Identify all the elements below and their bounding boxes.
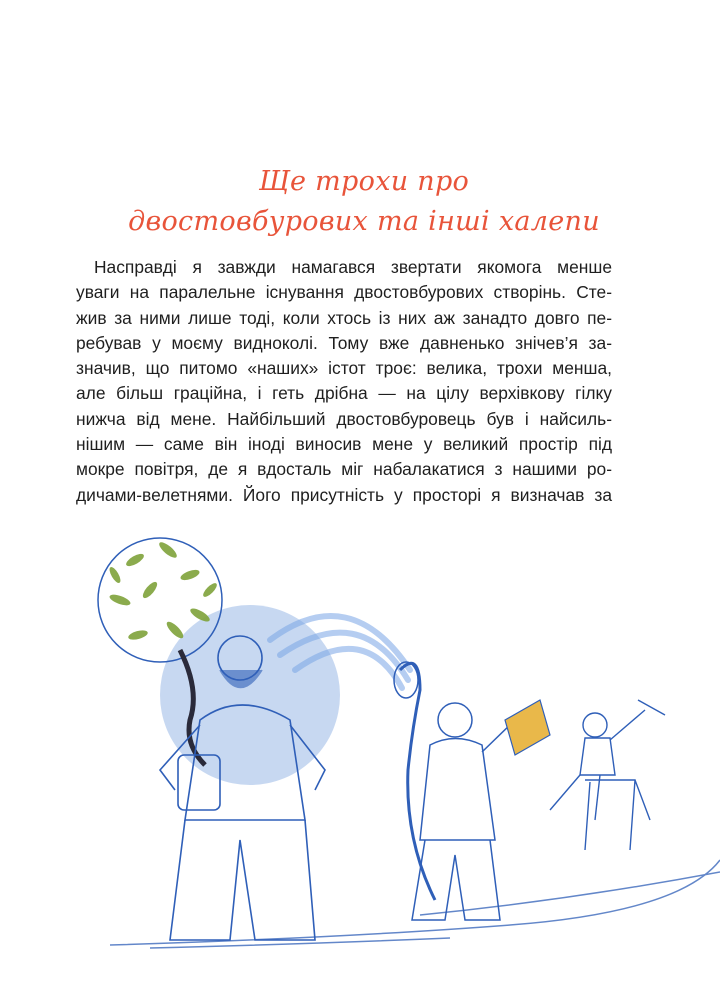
child-figure: [550, 700, 665, 850]
text-line: Насправді я завжди намагався звертати якомога менше: [94, 257, 612, 277]
book-illustration: [505, 700, 550, 755]
blue-wash: [160, 605, 340, 785]
chapter-heading: [0, 162, 728, 242]
text-line: нижча від мене. Найбільший двостовбуровець був і найсиль-: [76, 408, 612, 429]
family-illustration: [90, 520, 720, 960]
text-line: жив за ними лише тоді, коли хтось із них аж занадто довго пе-: [76, 307, 612, 328]
text-line: мокре повітря, де я вдосталь міг набалакатися з нашими ро-: [76, 459, 612, 480]
text-line: значив, що питомо «наших» істот троє: велика, трохи менша,: [76, 358, 612, 379]
text-line: ребував у моєму видноколі. Тому вже давненько знічев’я за-: [76, 332, 612, 353]
heading-line-2: двостовбурових та інші халепи: [128, 206, 600, 237]
text-line: нішим — саме він іноді виносив мене у великий простір під: [76, 434, 612, 455]
text-line: дичами-велетнями. Його присутність у просторі я визначав за: [76, 484, 612, 505]
body-paragraph: [76, 255, 612, 508]
heading-line-1: Ще трохи про: [258, 166, 470, 197]
text-line: але більш граційна, і геть дрібна — на цілу верхівкову гілку: [76, 383, 612, 404]
mother-figure: [394, 662, 515, 920]
text-line: уваги на паралельне існування двостовбурових створінь. Сте-: [76, 282, 612, 303]
